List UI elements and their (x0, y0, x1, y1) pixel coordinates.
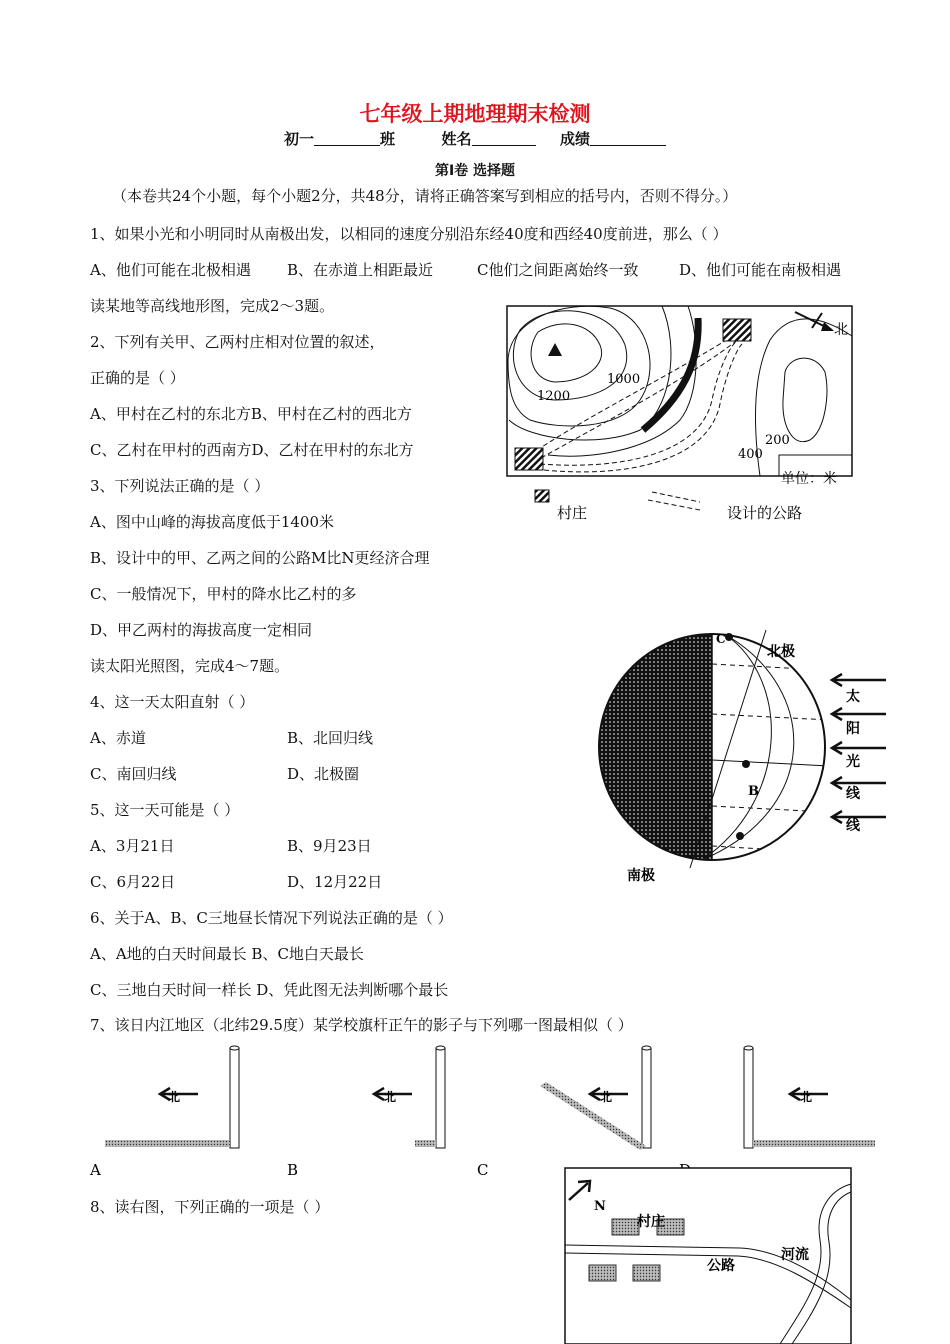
q3-stem: 3、下列说法正确的是（ ） (90, 477, 270, 495)
q5-option-a: A、3月21日 (90, 837, 175, 855)
latitude-line (712, 664, 825, 670)
intro-2-3: 读某地等高线地形图，完成2～3题。 (90, 297, 335, 315)
village-block (612, 1219, 639, 1235)
flagpole-option-a[interactable] (105, 1046, 239, 1148)
q3-option-c: C、一般情况下，甲村的降水比乙村的多 (90, 585, 357, 603)
flagpole-option-d[interactable] (744, 1046, 875, 1148)
name-label: 姓名 (441, 130, 472, 148)
contour-line (756, 319, 852, 476)
river-label: 河流 (781, 1247, 809, 1263)
q2-stem-1: 2、下列有关甲、乙两村庄相对位置的叙述， (90, 333, 385, 351)
score-label: 成绩 (559, 130, 590, 148)
q4-option-d: D、北极圈 (287, 765, 360, 783)
legend-village-icon (535, 490, 549, 502)
class-prefix: 初一 (284, 130, 315, 148)
q6-options-cd: C、三地白天时间一样长 D、凭此图无法判断哪个最长 (90, 981, 449, 999)
sun-label-4: 线 (846, 786, 860, 802)
q6-options-ab: A、A地的白天时间最长 B、C地白天最长 (90, 945, 364, 963)
q2-stem-2: 正确的是（ ） (90, 369, 185, 387)
instructions: （本卷共24个小题，每个小题2分，共48分，请将正确答案写到相应的括号内，否则不得分。） (112, 187, 738, 205)
q1-option-a: A、他们可能在北极相遇 (90, 261, 251, 279)
sun-label-2: 阳 (846, 721, 860, 737)
q1-option-d: D、他们可能在南极相遇 (679, 261, 842, 279)
sunlight-globe (599, 630, 830, 884)
contour-line (531, 324, 602, 382)
north-label: 北 (600, 1090, 613, 1104)
legend-village-label: 村庄 (557, 504, 588, 522)
point-b-label: B (748, 784, 759, 799)
contour-label-1000: 1000 (607, 372, 641, 387)
sun-label-1: 太 (846, 689, 860, 705)
page-title: 七年级上期地理期末检测 (359, 102, 591, 126)
road-label: 公路 (707, 1258, 735, 1274)
village-block (633, 1265, 660, 1281)
q5-option-c: C、6月22日 (90, 873, 176, 891)
section-title: 第Ⅰ卷 选择题 (434, 163, 516, 179)
q7-option-b-label: B (287, 1161, 299, 1179)
q5-option-d: D、12月22日 (287, 873, 383, 891)
q1-option-b: B、在赤道上相距最近 (287, 261, 434, 279)
north-label: 北 (384, 1090, 397, 1104)
contour-line (509, 306, 671, 440)
point-b-dot (742, 760, 750, 768)
q5-option-b: B、9月23日 (287, 837, 372, 855)
point-c-dot (725, 633, 733, 641)
point-c-label: C (716, 632, 726, 646)
q2-options-cd: C、乙村在甲村的西南方D、乙村在甲村的东北方 (90, 441, 414, 459)
flagpole-option-b[interactable] (374, 1046, 445, 1148)
contour-label-400: 400 (738, 447, 763, 462)
river (643, 318, 698, 430)
equator (712, 760, 830, 766)
q4-option-c: C、南回归线 (90, 765, 177, 783)
contour-label-1200: 1200 (537, 389, 571, 404)
village-map-north-label: N (594, 1199, 606, 1214)
village-jia-icon (723, 319, 751, 341)
unit-label: 单位：米 (781, 471, 837, 487)
sun-label-5: 线 (846, 818, 860, 834)
contour-line (508, 306, 650, 426)
peak-triangle-icon (548, 343, 562, 356)
north-pole-label: 北极 (767, 644, 795, 660)
road-n (544, 344, 742, 472)
south-pole-label: 南极 (627, 868, 655, 884)
north-label: 北 (800, 1090, 813, 1104)
q7-option-a-label: A (90, 1161, 101, 1179)
contour-line (783, 358, 827, 442)
q7-stem: 7、该日内江地区（北纬29.5度）某学校旗杆正午的影子与下列哪一图最相似（ ） (90, 1016, 633, 1034)
village-map (565, 1168, 851, 1344)
q3-option-a: A、图中山峰的海拔高度低于1400米 (90, 513, 335, 531)
intro-4-7: 读太阳光照图，完成4～7题。 (90, 657, 290, 675)
q4-option-a: A、赤道 (90, 729, 146, 747)
village-yi-icon (515, 448, 543, 470)
north-label: 北 (168, 1090, 181, 1104)
point-a-dot (736, 832, 744, 840)
q4-option-b: B、北回归线 (287, 729, 374, 747)
sun-label-3: 光 (846, 754, 860, 770)
class-suffix: 班 (380, 130, 396, 148)
village-block (589, 1265, 616, 1281)
q4-stem: 4、这一天太阳直射（ ） (90, 693, 255, 711)
legend-road-icon (652, 492, 700, 502)
north-label: 北 (834, 322, 848, 338)
q7-option-c-label: C (477, 1161, 489, 1179)
q8-stem: 8、读右图，下列正确的一项是（ ） (90, 1198, 330, 1216)
q1-stem: 1、如果小光和小明同时从南极出发，以相同的速度分别沿东经40度和西经40度前进，那么（ ） (90, 225, 728, 243)
flagpole-option-c[interactable] (540, 1046, 651, 1150)
village-label: 村庄 (637, 1214, 665, 1230)
q3-option-d: D、甲乙两村的海拔高度一定相同 (90, 621, 313, 639)
night-hemisphere (599, 634, 712, 860)
q3-option-b: B、设计中的甲、乙两之间的公路M比N更经济合理 (90, 549, 430, 567)
legend-road-label: 设计的公路 (727, 504, 803, 522)
q2-options-ab: A、甲村在乙村的东北方B、甲村在乙村的西北方 (90, 405, 412, 423)
q6-stem: 6、关于A、B、C三地昼长情况下列说法正确的是（ ） (90, 909, 453, 927)
q1-option-c: C他们之间距离始终一致 (477, 261, 639, 279)
q5-stem: 5、这一天可能是（ ） (90, 801, 240, 819)
meridian (702, 635, 794, 860)
contour-label-200: 200 (765, 433, 790, 448)
